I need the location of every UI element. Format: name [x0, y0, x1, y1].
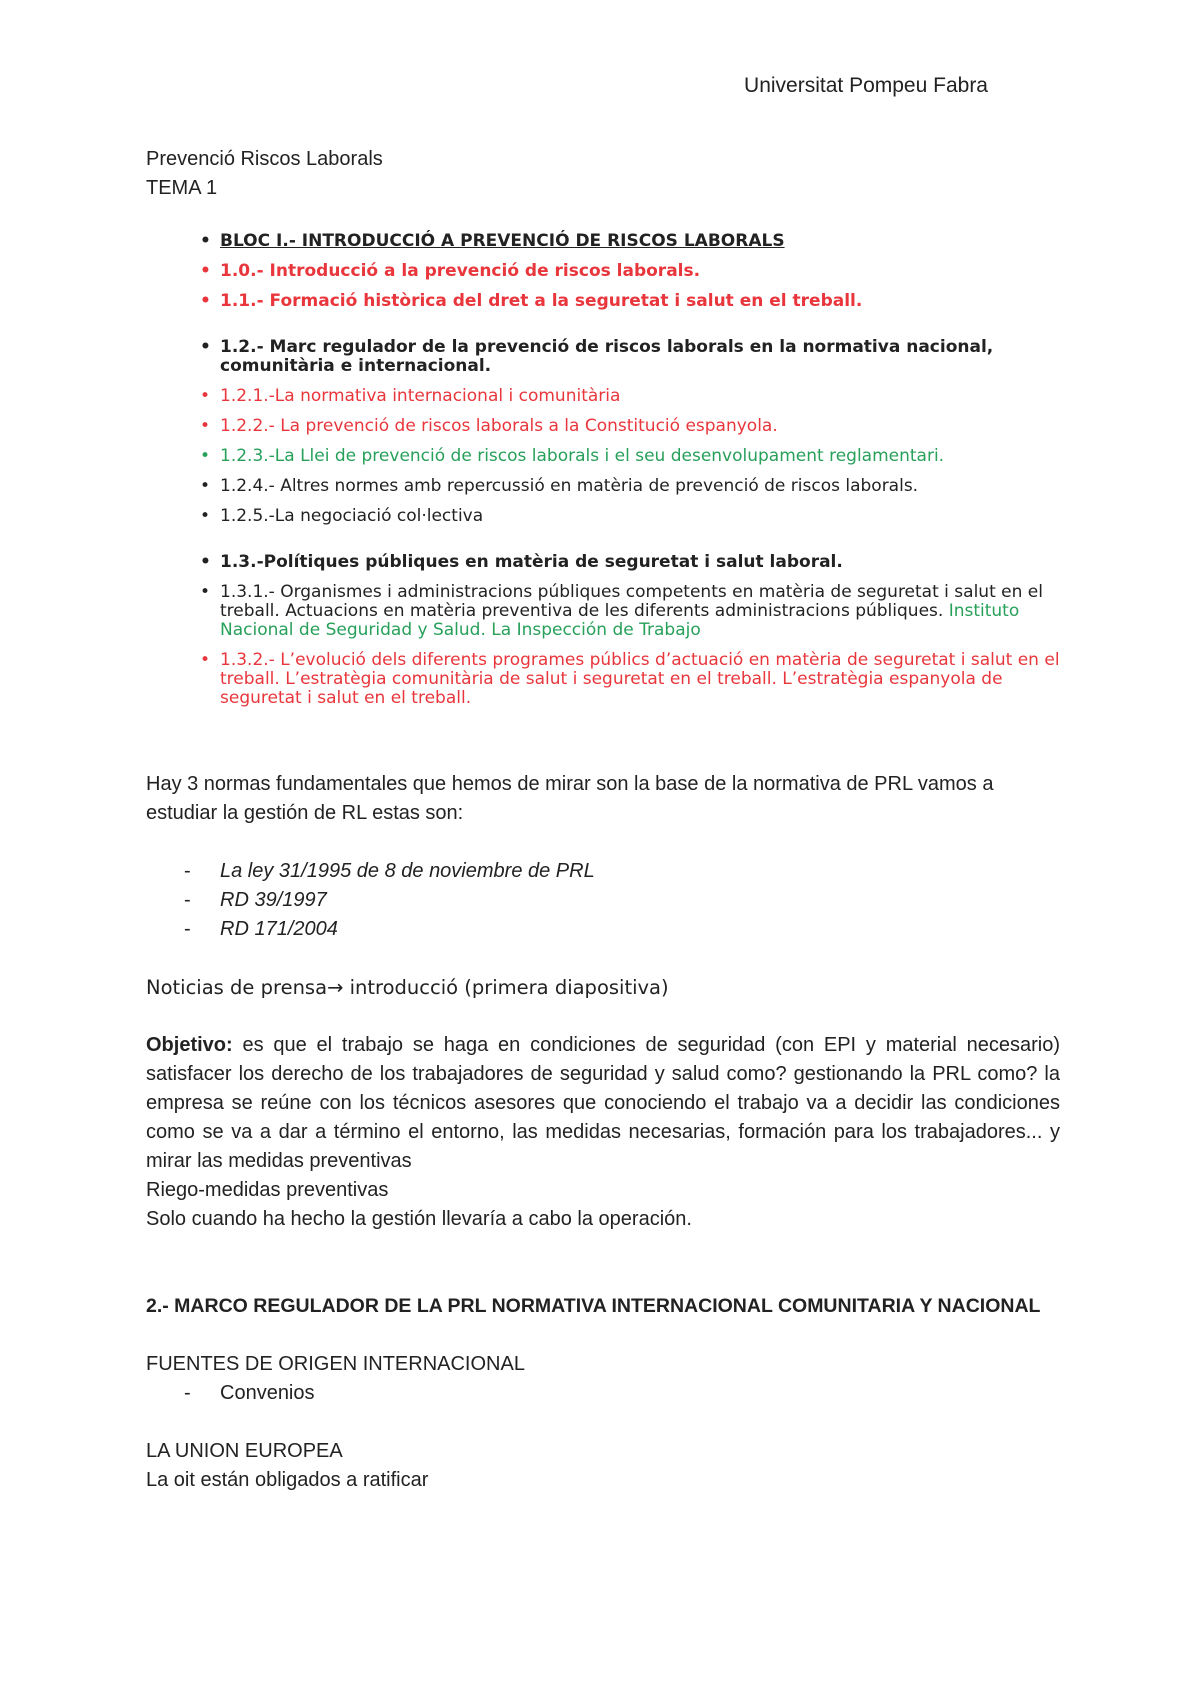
intro-paragraph: Hay 3 normas fundamentales que hemos de mirar son la base de la normativa de PRL vamos a estudiar la gestión de RL estas son:: [146, 773, 994, 824]
norms-list: [146, 857, 1060, 944]
bullet-icon: •: [200, 386, 211, 406]
objetivo-paragraph: Objetivo: es que el trabajo se haga en condiciones de seguridad (con EPI y material necesario) satisfacer los derecho de los trabajadores de seguridad y salud como? gestionando la PRL como? la empresa se reúne con los técnicos asesores que conociendo el trabajo va a decidir las condiciones como se va a dar a término el entorno, las medidas necesarias, formación para los trabajadores... y mirar las medidas preventivas: [146, 1034, 1060, 1172]
syllabus-item: • 1.3.-Polítiques públiques en matèria de seguretat i salut laboral.: [200, 552, 843, 572]
noticias-line: Noticias de prensa→ introducció (primera diapositiva): [146, 976, 669, 999]
oit-line: La oit están obligados a ratificar: [146, 1469, 429, 1491]
syllabus-item: • 1.2.1.-La normativa internacional i comunitària: [200, 386, 621, 406]
riesgo-line: Riego-medidas preventivas: [146, 1179, 389, 1201]
title-topic: TEMA 1: [146, 177, 218, 199]
bullet-icon: •: [200, 231, 211, 251]
intro-section: [146, 770, 1060, 1495]
bullet-icon: •: [200, 416, 211, 436]
ue-heading: LA UNION EUROPEA: [146, 1440, 343, 1462]
bullet-icon: •: [200, 337, 211, 357]
bullet-icon: •: [200, 476, 211, 496]
syllabus-item: • 1.2.2.- La prevenció de riscos laborals a la Constitució espanyola.: [200, 416, 778, 436]
title-course: Prevenció Riscos Laborals: [146, 148, 383, 170]
bullet-icon: •: [200, 506, 211, 526]
document-title: [146, 145, 383, 203]
bullet-icon: •: [200, 446, 211, 466]
fuentes-heading: FUENTES DE ORIGEN INTERNACIONAL: [146, 1353, 525, 1375]
bullet-icon: •: [200, 261, 211, 281]
syllabus-outline: [200, 232, 1060, 708]
syllabus-item: • 1.3.1.- Organismes i administracions públiques competents en matèria de seguretat i salut en el treball. Actuacions en matèria preventiva de les diferents administracions públiques. Instituto Nacional de Seguridad y Salud. La Inspección de Trabajo: [200, 582, 1043, 640]
syllabus-item: • 1.0.- Introducció a la prevenció de riscos laborals.: [200, 261, 701, 281]
solo-line: Solo cuando ha hecho la gestión llevaría a cabo la operación.: [146, 1208, 692, 1230]
bullet-icon: •: [200, 650, 211, 670]
fuentes-list: [146, 1379, 1060, 1408]
list-item: - Convenios: [184, 1382, 315, 1404]
list-item: - RD 171/2004: [184, 918, 338, 940]
list-item: - La ley 31/1995 de 8 de noviembre de PRL: [184, 860, 595, 882]
syllabus-item: • 1.3.2.- L’evolució dels diferents programes públics d’actuació en matèria de seguretat i salut en el treball. L’estratègia comunitària de salut i seguretat en el treball. L’estratègia espanyola de seguretat i salut en el treball.: [200, 650, 1060, 708]
syllabus-item: • 1.1.- Formació històrica del dret a la seguretat i salut en el treball.: [200, 291, 863, 311]
section-heading: 2.- MARCO REGULADOR DE LA PRL NORMATIVA INTERNACIONAL COMUNITARIA Y NACIONAL: [146, 1295, 1041, 1317]
header-university: Universitat Pompeu Fabra: [744, 74, 988, 97]
list-item: - RD 39/1997: [184, 889, 327, 911]
syllabus-item: • 1.2.4.- Altres normes amb repercussió en matèria de prevenció de riscos laborals.: [200, 476, 919, 496]
syllabus-item: • 1.2.3.-La Llei de prevenció de riscos laborals i el seu desenvolupament reglamentari.: [200, 446, 945, 466]
bullet-icon: •: [200, 582, 211, 602]
bullet-icon: •: [200, 552, 211, 572]
syllabus-item: • BLOC I.- INTRODUCCIÓ A PREVENCIÓ DE RISCOS LABORALS: [200, 231, 785, 251]
bullet-icon: •: [200, 291, 211, 311]
syllabus-item: • 1.2.- Marc regulador de la prevenció de riscos laborals en la normativa nacional, comunitària e internacional.: [200, 337, 994, 376]
syllabus-item: • 1.2.5.-La negociació col·lectiva: [200, 506, 484, 526]
